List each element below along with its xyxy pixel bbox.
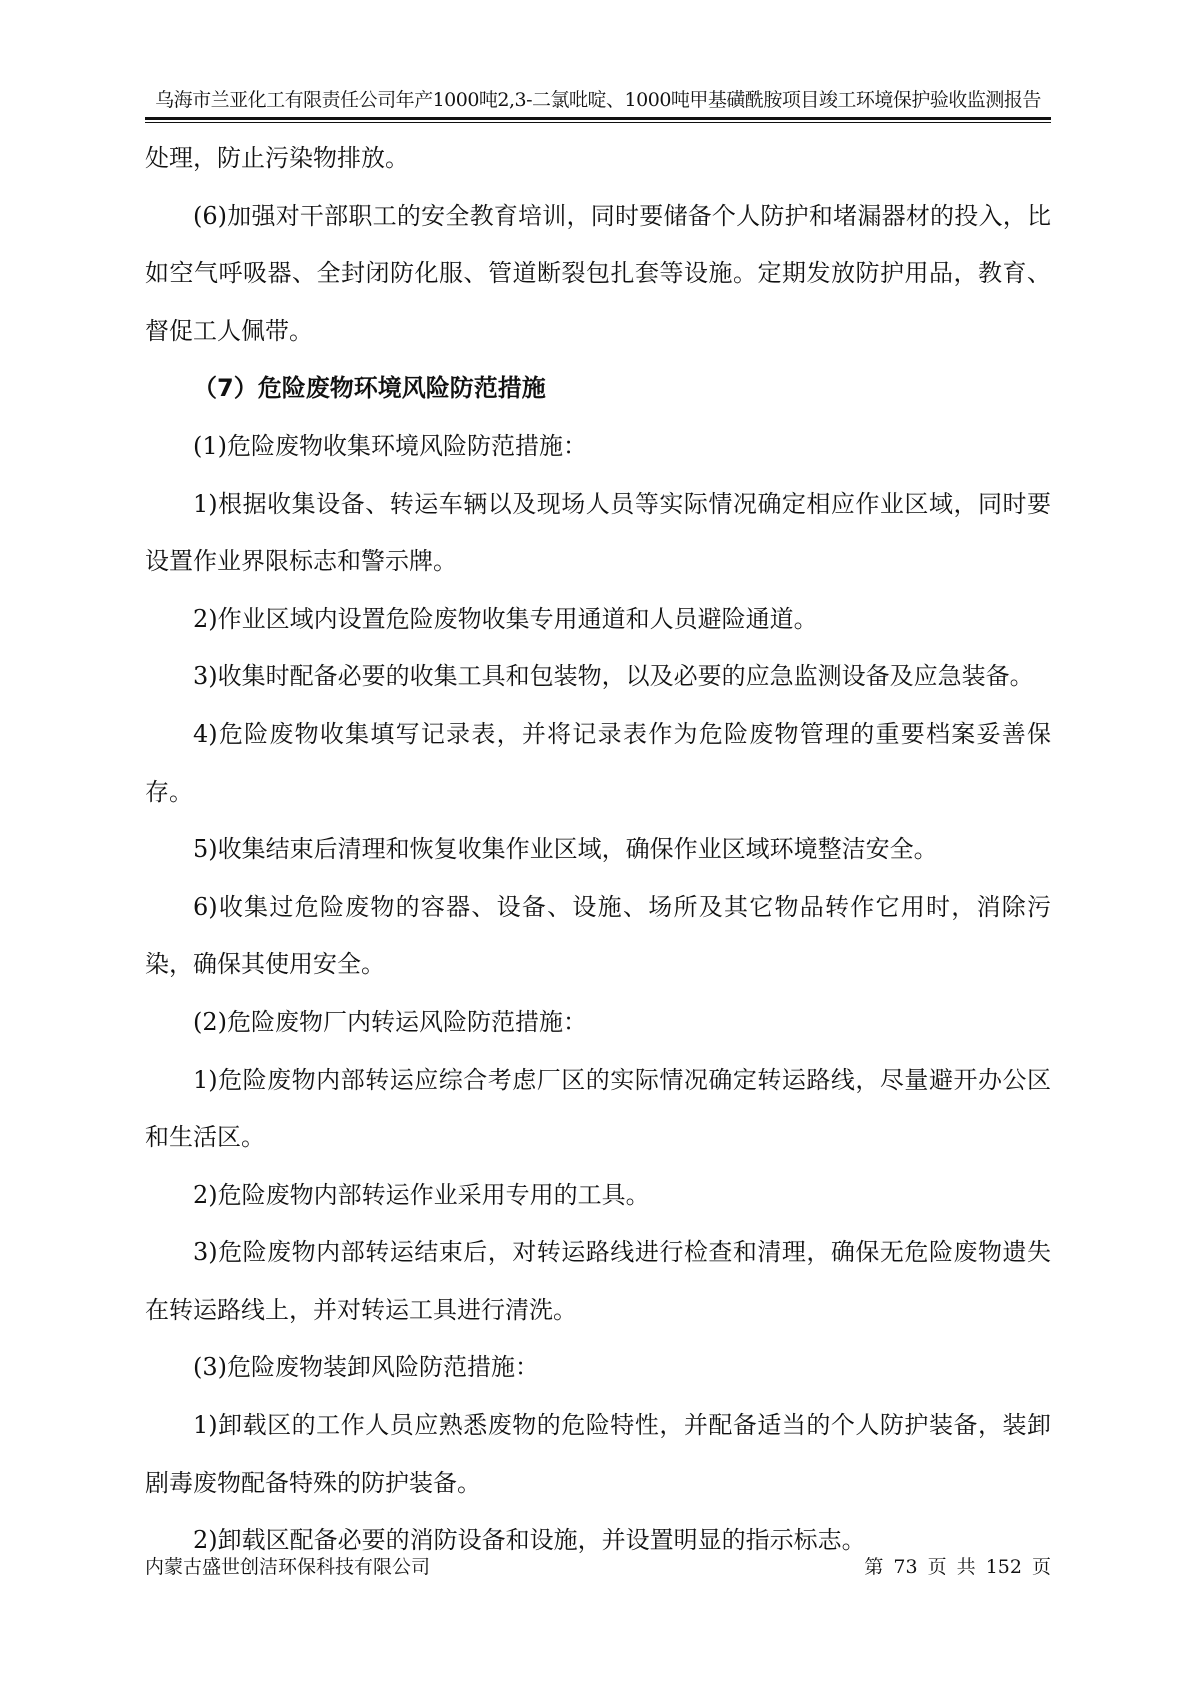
paragraph-5: 2)作业区域内设置危险废物收集专用通道和人员避险通道。 — [193, 604, 818, 633]
paragraph-8: 5)收集结束后清理和恢复收集作业区域，确保作业区域环境整洁安全。 — [193, 835, 938, 864]
paragraph-1: (6)加强对干部职工的安全教育培训，同时要储备个人防护和堵漏器材的投入，比如空气呼吸器、全封闭防化服、管道断裂包扎套等设施。定期发放防护用品，教育、督促工人佩带。 — [145, 201, 1051, 345]
paragraph-10: (2)危险废物厂内转运风险防范措施： — [193, 1007, 587, 1036]
paragraph-0: 处理，防止污染物排放。 — [145, 144, 409, 172]
footer-page-number: 第 73 页 共 152 页 — [864, 1556, 1051, 1578]
paragraph-13: 3)危险废物内部转运结束后，对转运路线进行检查和清理，确保无危险废物遗失在转运路线上，并对转运工具进行清洗。 — [145, 1238, 1051, 1324]
paragraph-11: 1)危险废物内部转运应综合考虑厂区的实际情况确定转运路线，尽量避开办公区和生活区。 — [145, 1065, 1051, 1152]
paragraph-9: 6)收集过危险废物的容器、设备、设施、场所及其它物品转作它用时，消除污染，确保其使用安全。 — [145, 892, 1051, 979]
footer-company: 内蒙古盛世创洁环保科技有限公司 — [145, 1556, 431, 1578]
document-body — [145, 130, 1051, 1570]
paragraph-6: 3)收集时配备必要的收集工具和包装物，以及必要的应急监测设备及应急装备。 — [193, 662, 1034, 691]
section-heading: （7）危险废物环境风险防范措施 — [193, 374, 546, 403]
paragraph-15: 1)卸载区的工作人员应熟悉废物的危险特性，并配备适当的个人防护装备，装卸剧毒废物配备特殊的防护装备。 — [145, 1411, 1051, 1497]
header-divider-thick — [145, 117, 1051, 120]
header-divider-thin — [145, 122, 1051, 123]
paragraph-14: (3)危险废物装卸风险防范措施： — [193, 1353, 539, 1382]
paragraph-3: (1)危险废物收集环境风险防范措施： — [193, 431, 587, 460]
paragraph-12: 2)危险废物内部转运作业采用专用的工具。 — [193, 1180, 650, 1209]
paragraph-4: 1)根据收集设备、转运车辆以及现场人员等实际情况确定相应作业区域，同时要设置作业界限标志和警示牌。 — [145, 489, 1051, 576]
paragraph-16: 2)卸载区配备必要的消防设备和设施，并设置明显的指示标志。 — [193, 1526, 866, 1555]
paragraph-7: 4)危险废物收集填写记录表，并将记录表作为危险废物管理的重要档案妥善保存。 — [145, 719, 1051, 806]
page-header-title: 乌海市兰亚化工有限责任公司年产1000吨2,3-二氯吡啶、1000吨甲基磺酰胺项目竣工环境保护验收监测报告 — [155, 89, 1041, 111]
